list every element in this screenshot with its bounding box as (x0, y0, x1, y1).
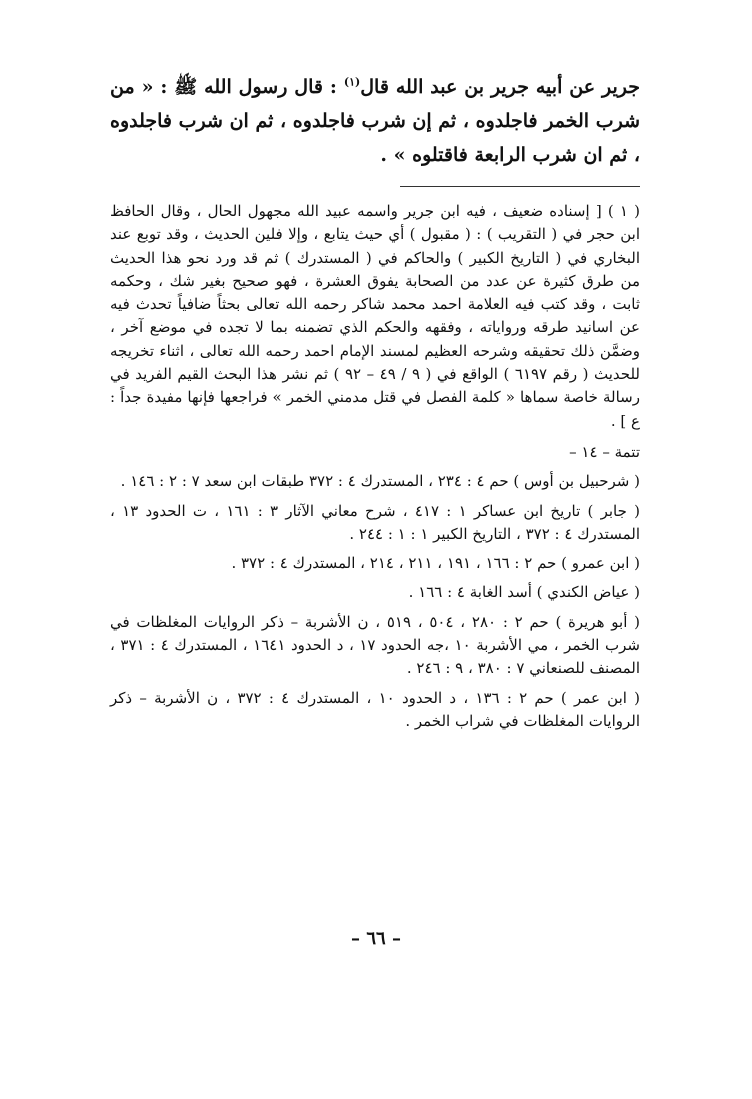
footnote-separator (400, 186, 640, 187)
notes-section (110, 200, 640, 733)
footnote-marker: (١) (343, 75, 361, 89)
main-text (110, 70, 640, 172)
tatimma-entry-iyad: ( عياض الكندي ) أسد الغابة ٤ : ١٦٦ . (408, 583, 640, 602)
tatimma-heading: تتمة – ١٤ – (569, 442, 640, 461)
tatimma-entry-sharhabil: ( شرحبيل بن أوس ) حم ٤ : ٢٣٤ ، المستدرك ٤ : ٣٧٢ طبقات ابن سعد ٧ : ٢ : ١٤٦ . (120, 472, 640, 491)
footnote-1 (110, 200, 640, 433)
tatimma-entry-jabir: ( جابر ) تاريخ ابن عساكر ١ : ٤١٧ ، شرح معاني الآثار ٣ : ١٦١ ، ت الحدود ١٣ ، المستدرك ٤ : ٣٧٢ ، التاريخ الكبير ١ : ١ : ٢٤٤ . (110, 501, 640, 543)
main-text-line-1: جرير عن أبيه جرير بن عبد الله قال (360, 76, 641, 98)
tatimma-entry-ibn-umar: ( ابن عمر ) حم ٢ : ١٣٦ ، د الحدود ١٠ ، المستدرك ٤ : ٣٧٢ ، ن الأشربة – ذكر الروايات المغلظات في شراب الخمر . (110, 688, 641, 730)
page-number: – ٦٦ – (351, 928, 401, 949)
footnote-text: ( ١ ) [ إسناده ضعيف ، فيه ابن جرير واسمه عبيد الله مجهول الحال ، وقال الحافظ ابن حجر في ( التقريب ) : ( مقبول ) أي حيث يتابع ، وإلا فلين الحديث ، وقد توبع عند البخاري في ( التاريخ الكبير ) والحاكم في ( المستدرك ) ثم قد ورد نحو هذا الحديث من طرق كثيرة عن عدد من الصحابة يفوق العشرة ، فهو صحيح بغير شك ، وحكمه ثابت ، وقد كتب فيه العلامة احمد محمد شاكر رحمه الله تعالى بحثاً ضافياً تحدث فيه عن اسانيد طرقه ورواياته ، وفقهه والحكم الذي تضمنه بما لا تجده في موضع آخر ، وضمَّن ذلك تحقيقه وشرحه العظيم لمسند الإمام احمد رحمه الله تعالى ، اثناء تخريجه للحديث ( رقم ٦١٩٧ ) الواقع في ( ٩ / ٤٩ – ٩٢ ) ثم نشر هذا البحث القيم الفريد في رسالة خاصة سماها « كلمة الفصل في قتل مدمني الخمر » فراجعها فإنها مفيدة جداً : ع ] . (110, 202, 640, 430)
tatimma-entry-abu-hurayra: ( أبو هريرة ) حم ٢ : ٢٨٠ ، ٥٠٤ ، ٥١٩ ، ن الأشربة – ذكر الروايات المغلظات في شرب الخمر ، مي الأشربة ١٠ ،جه الحدود ١٧ ، د الحدود ١٦٤١ ، المستدرك ٤ : ٣٧١ ، المصنف للصنعاني ٧ : ٣٨٠ ، ٩ : ٢٤٦ . (110, 612, 640, 678)
main-text-line-2: : قال رسول الله ﷺ : « من شرب الخمر فاجلدوه ، ثم إن شرب فاجلدوه ، ثم ان شرب فاجلدوه ، ثم ان شرب الرابعة فاقتلوه » . (110, 76, 640, 166)
main-paragraph (110, 70, 640, 172)
tatimma-entry-ibn-amr: ( ابن عمرو ) حم ٢ : ١٦٦ ، ١٩١ ، ٢١١ ، ٢١٤ ، المستدرك ٤ : ٣٧٢ . (231, 554, 640, 573)
